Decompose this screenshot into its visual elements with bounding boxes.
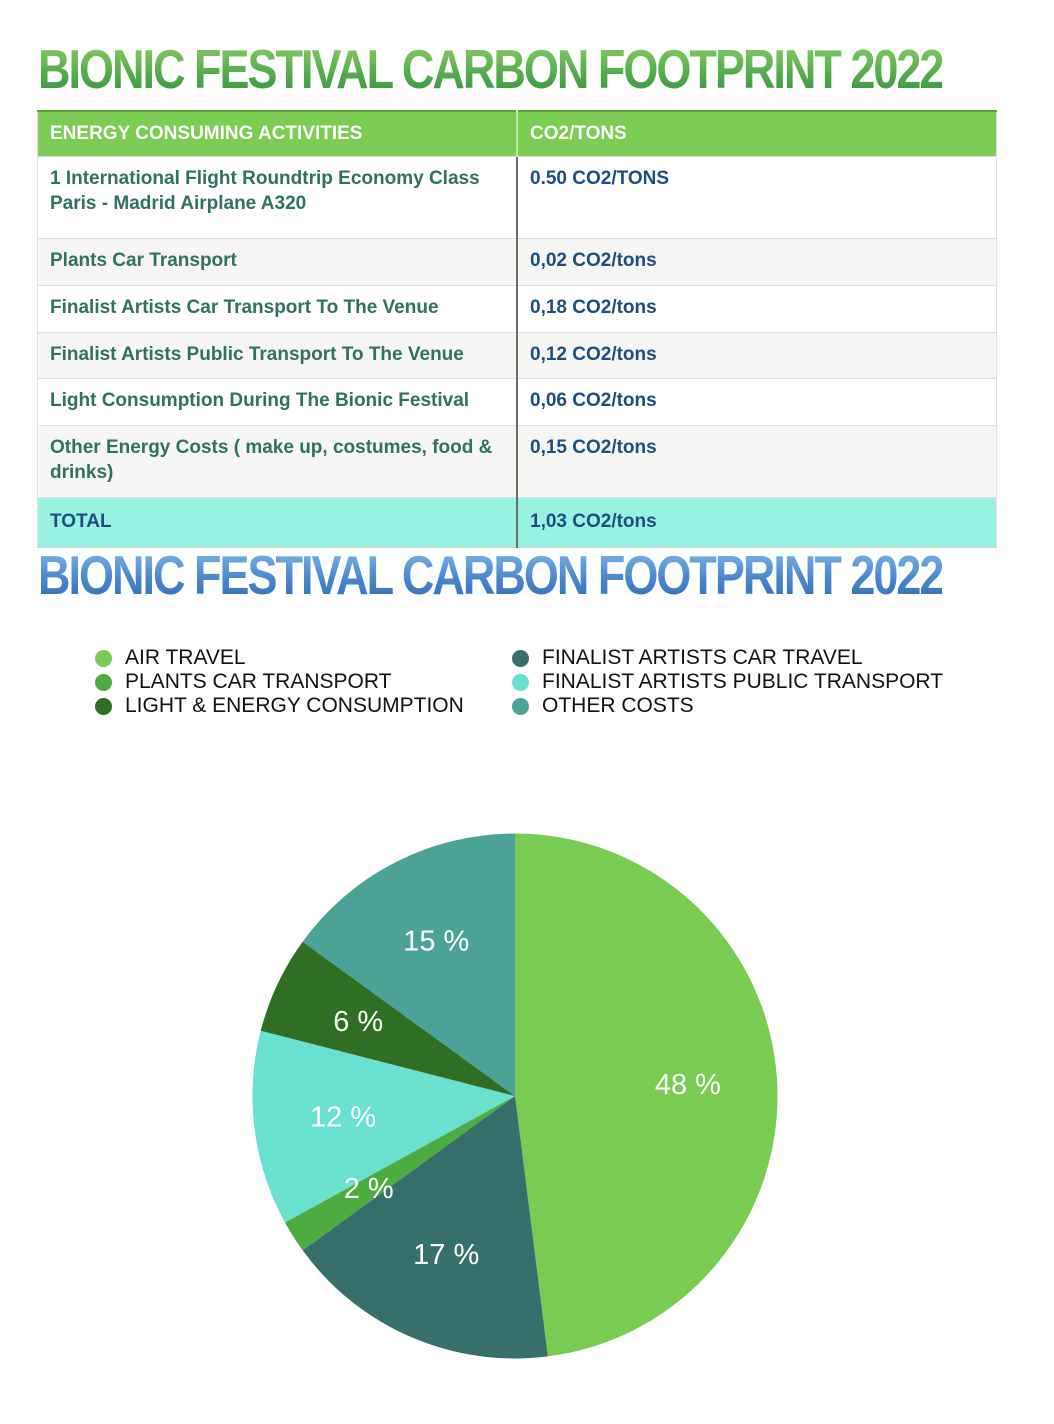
total-value-cell: 1,03 CO2/tons — [517, 497, 997, 548]
legend-label: PLANTS CAR TRANSPORT — [125, 670, 392, 693]
legend-item — [95, 646, 512, 670]
table-row — [38, 239, 997, 286]
legend-item — [512, 646, 943, 670]
activity-cell: Other Energy Costs ( make up, costumes, food & drinks) — [38, 426, 518, 497]
activity-cell: Light Consumption During The Bionic Festival — [38, 379, 518, 426]
pie-slice-label: 48 % — [654, 1069, 721, 1102]
legend-item — [95, 694, 512, 718]
pie-slice-label: 17 % — [413, 1239, 480, 1271]
table-row — [38, 157, 997, 239]
pie-slice-label: 2 % — [343, 1172, 394, 1205]
table-row — [38, 379, 997, 426]
legend-column — [95, 646, 512, 718]
activity-cell: Finalist Artists Car Transport To The Venue — [38, 286, 518, 333]
co2-value-cell: 0,18 CO2/tons — [517, 286, 997, 333]
chart-title: BIONIC FESTIVAL CARBON FOOTPRINT 2022 — [38, 544, 943, 607]
total-label-cell: TOTAL — [38, 497, 518, 548]
legend-label: FINALIST ARTISTS PUBLIC TRANSPORT — [542, 670, 944, 693]
legend-column — [512, 646, 943, 718]
legend-label: OTHER COSTS — [542, 694, 694, 717]
legend-item — [95, 670, 512, 694]
table-header — [38, 111, 997, 157]
activity-cell: 1 International Flight Roundtrip Economy Class Paris - Madrid Airplane A320 — [38, 157, 518, 239]
pie-chart — [250, 831, 780, 1361]
pie-chart-svg — [250, 831, 780, 1361]
pie-slice — [515, 834, 777, 1357]
pie-legend — [95, 646, 943, 718]
legend-label: LIGHT & ENERGY CONSUMPTION — [125, 694, 464, 717]
table-row — [38, 426, 997, 497]
table-title: BIONIC FESTIVAL CARBON FOOTPRINT 2022 — [38, 38, 943, 101]
table-header-row — [38, 111, 997, 157]
legend-dot-icon — [95, 698, 112, 715]
table-row — [38, 332, 997, 379]
legend-dot-icon — [95, 650, 112, 667]
pie-slice-label: 15 % — [403, 925, 470, 958]
co2-value-cell: 0,06 CO2/tons — [517, 379, 997, 426]
column-header-co2: CO2/TONS — [517, 111, 997, 157]
column-header-activities: ENERGY CONSUMING ACTIVITIES — [38, 111, 518, 157]
legend-item — [512, 670, 943, 694]
activity-cell: Finalist Artists Public Transport To The Venue — [38, 332, 518, 379]
legend-label: AIR TRAVEL — [125, 646, 246, 669]
legend-label: FINALIST ARTISTS CAR TRAVEL — [542, 646, 863, 669]
table-row — [38, 286, 997, 333]
legend-dot-icon — [512, 698, 529, 715]
legend-item — [512, 694, 943, 718]
pie-slice-label: 6 % — [333, 1006, 384, 1039]
table-total-row — [38, 497, 997, 548]
energy-consumption-table — [37, 110, 997, 548]
co2-value-cell: 0.50 CO2/TONS — [517, 157, 997, 239]
activity-cell: Plants Car Transport — [38, 239, 518, 286]
table-body — [38, 157, 997, 548]
co2-value-cell: 0,15 CO2/tons — [517, 426, 997, 497]
co2-value-cell: 0,12 CO2/tons — [517, 332, 997, 379]
legend-dot-icon — [95, 674, 112, 691]
pie-slice-label: 12 % — [310, 1101, 377, 1134]
co2-value-cell: 0,02 CO2/tons — [517, 239, 997, 286]
legend-dot-icon — [512, 674, 529, 691]
legend-dot-icon — [512, 650, 529, 667]
